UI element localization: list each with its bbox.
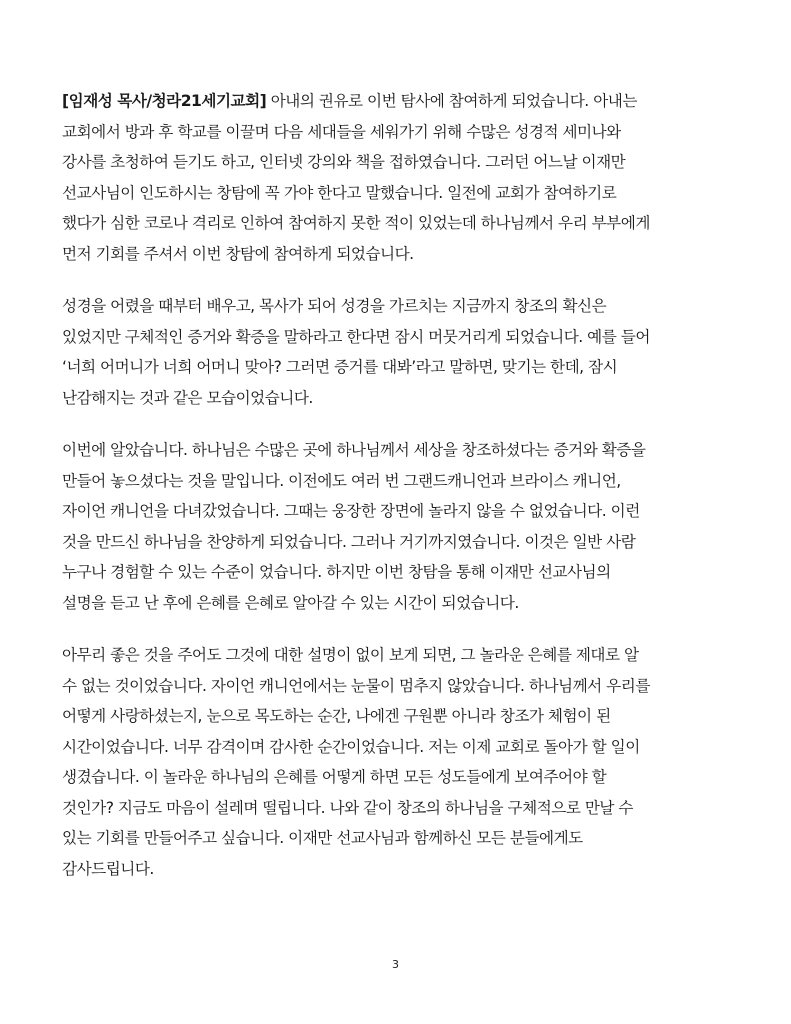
text-line: 생겼습니다. 이 놀라운 하나님의 은혜를 어떻게 하면 모든 성도들에게 보여주어야 할 [62,768,607,786]
text-line: 어떻게 사랑하셨는지, 눈으로 목도하는 순간, 나에겐 구원뿐 아니라 창조가 체험이 된 [62,707,611,725]
text-line [62,86,732,117]
text-line: 성경을 어렸을 때부터 배우고, 목사가 되어 성경을 가르치는 지금까지 창조의 확신은 [62,297,607,315]
text-line: 만들어 놓으셨다는 것을 말입니다. 이전에도 여러 번 그랜드캐니언과 브라이스 캐니언, [62,471,621,490]
text-line: 먼저 기회를 주셔서 이번 창탐에 참여하게 되었습니다. [62,244,414,263]
text-line: 난감해지는 것과 같은 모습이었습니다. [62,388,313,407]
text-line: 이번에 알았습니다. 하나님은 수많은 곳에 하나님께서 세상을 창조하셨다는 증거와 확증을 [62,441,646,459]
text-line: 강사를 초청하여 듣기도 하고, 인터넷 강의와 책을 접하였습니다. 그러던 어느날 이재만 [62,153,626,171]
text-line: 것인가? 지금도 마음이 설레며 떨립니다. 나와 같이 창조의 하나님을 구체적으로 만날 수 [62,798,633,817]
text-line: 자이언 캐니언을 다녀갔었습니다. 그때는 웅장한 장면에 놀라지 않을 수 없었습니다. 이런 [62,502,640,520]
text-line: 있었지만 구체적인 증거와 확증을 말하라고 한다면 잠시 머뭇거리게 되었습니다. 예를 들어 [62,327,650,346]
text-line: 설명을 듣고 난 후에 은혜를 은혜로 알아갈 수 있는 시간이 되었습니다. [62,593,519,612]
text-line: ‘너희 어머니가 너희 어머니 맞아? 그러면 증거를 대봐’라고 말하면, 맞기는 한데, 잠시 [62,358,618,376]
paragraph-3 [62,435,732,618]
text-line: 감사드립니다. [62,859,154,878]
text-line: 누구나 경험할 수 있는 수준이 었습니다. 하지만 이번 창탐을 통해 이재만 선교사님의 [62,563,611,581]
author-tag: [임재성 목사/청라21세기교회] [62,92,267,110]
text-line: 교회에서 방과 후 학교를 이끌며 다음 세대들을 세워가기 위해 수많은 성경적 세미나와 [62,122,621,141]
text-line: 수 없는 것이었습니다. 자이언 캐니언에서는 눈물이 멈추지 않았습니다. 하나님께서 우리를 [62,676,650,695]
text-line: 선교사님이 인도하시는 창탐에 꼭 가야 한다고 말했습니다. 일전에 교회가 참여하기로 [62,183,617,202]
document-body [62,86,732,884]
text-line: 것을 만드신 하나님을 찬양하게 되었습니다. 그러나 거기까지였습니다. 이것은 일반 사람 [62,532,636,551]
paragraph-1 [62,86,732,269]
text-line: 아무리 좋은 것을 주어도 그것에 대한 설명이 없이 보게 되면, 그 놀라운 은혜를 제대로 알 [62,646,639,664]
page-number: 3 [392,958,399,971]
text-line: 했다가 심한 코로나 격리로 인하여 참여하지 못한 적이 있었는데 하나님께서 우리 부부에게 [62,214,650,232]
text-line: 시간이었습니다. 너무 감격이며 감사한 순간이었습니다. 저는 이제 교회로 돌아가 할 일이 [62,737,640,756]
paragraph-2 [62,291,732,413]
line-text: 아내의 권유로 이번 탐사에 참여하게 되었습니다. 아내는 [266,92,637,110]
text-line: 있는 기회를 만들어주고 싶습니다. 이재만 선교사님과 함께하신 모든 분들에게도 [62,829,583,847]
paragraph-4 [62,640,732,884]
